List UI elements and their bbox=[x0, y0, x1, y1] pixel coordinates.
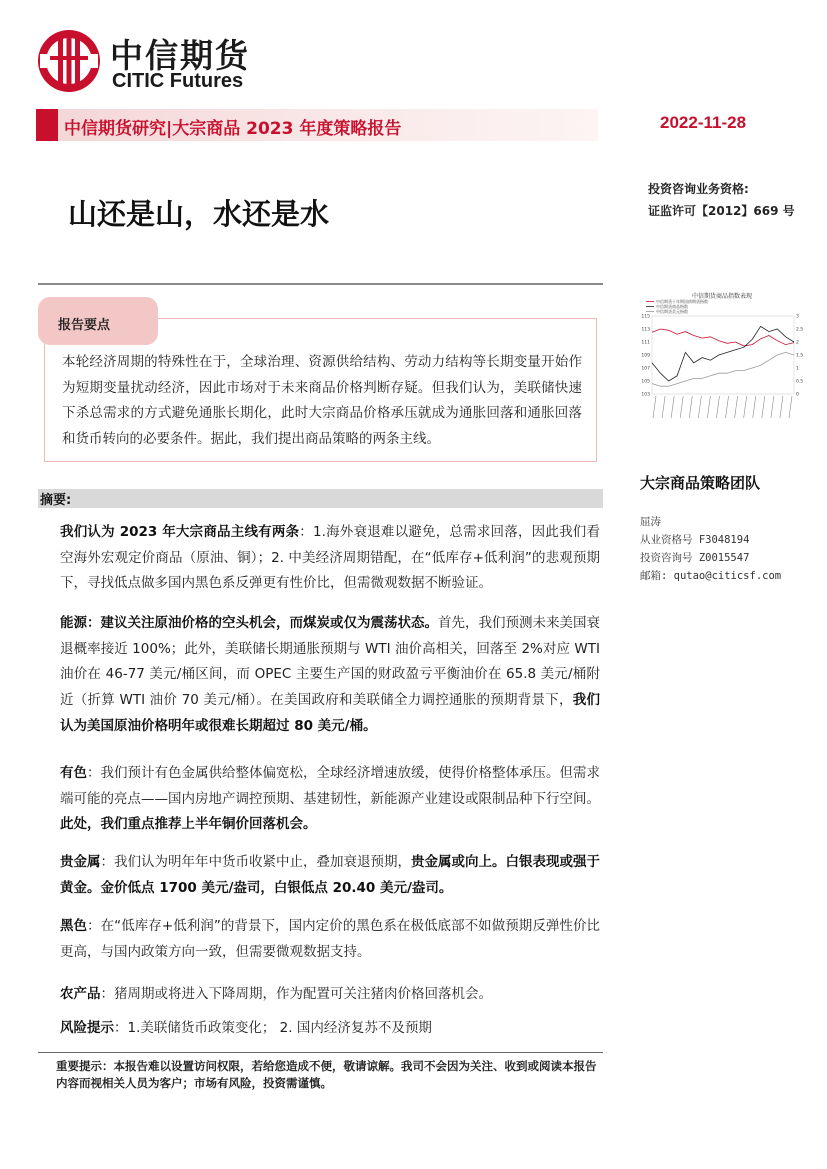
x-tick-label-mark bbox=[689, 396, 692, 418]
logo-english-name: CITIC Futures bbox=[112, 70, 244, 92]
qualification-line-2: 证监许可【2012】669 号 bbox=[648, 204, 795, 218]
y-right-tick-label: 0.5 bbox=[796, 379, 804, 385]
key-points-label: 报告要点 bbox=[58, 318, 111, 333]
summary-p4-text: ：我们认为明年年中货币收紧中止，叠加衰退预期， bbox=[100, 854, 411, 870]
y-left-tick-label: 113 bbox=[641, 327, 650, 333]
summary-paragraph-risk bbox=[60, 1016, 600, 1042]
summary-p4-bold2: 贵金属或向上。白银表现或强于黄金。金价低点 1700 美元/盎司，白银低点 20.40 美元/盎司。 bbox=[60, 854, 600, 896]
analyst-license-1: 从业资格号 F3048194 bbox=[640, 534, 750, 546]
summary-p3-bold: 有色 bbox=[60, 765, 87, 781]
y-left-tick-label: 107 bbox=[641, 366, 650, 372]
summary-p1-bold: 我们认为 2023 年大宗商品主线有两条 bbox=[60, 524, 300, 540]
x-tick-label-mark bbox=[744, 396, 747, 418]
citic-logo-icon bbox=[36, 28, 102, 94]
summary-p3-bold2: 此处，我们重点推荐上半年铜价回落机会。 bbox=[60, 816, 317, 833]
x-tick-label-mark bbox=[707, 396, 710, 418]
summary-paragraph-agriculture bbox=[60, 982, 600, 1008]
legend-label: 中信期货美元指数 bbox=[656, 309, 688, 314]
x-tick-label-mark bbox=[726, 396, 729, 418]
y-right-tick-label: 3 bbox=[796, 314, 799, 320]
analyst-license-2: 投资咨询号 Z0015547 bbox=[640, 552, 750, 564]
y-left-tick-label: 105 bbox=[641, 379, 650, 385]
summary-paragraph-nonferrous bbox=[60, 761, 600, 838]
summary-p2-bold2: 我们认为美国原油价格明年或很难长期超过 80 美元/桶。 bbox=[60, 692, 601, 734]
summary-p1-text: ：1.海外衰退难以避免，总需求回落，因此我们看空海外宏观定价商品（原油、铜）；2. 中美经济周期错配，在“低库存+低利润”的悲观预期下，寻找低点做多国内黑色系反弹更有性价比，但需微观数据不断验证。 bbox=[60, 524, 600, 592]
x-tick-label-mark bbox=[780, 396, 783, 418]
y-right-tick-label: 2 bbox=[796, 340, 799, 346]
analyst-email: 邮箱: qutao@citicsf.com bbox=[640, 570, 782, 582]
x-tick-label-mark bbox=[698, 396, 701, 418]
summary-paragraph-main bbox=[60, 520, 600, 597]
x-tick-label-mark bbox=[771, 396, 774, 418]
legend-label: 中信期货商品指数 bbox=[656, 304, 688, 309]
y-right-tick-label: 2.5 bbox=[796, 327, 804, 333]
team-title: 大宗商品策略团队 bbox=[640, 474, 761, 492]
key-points-text: 本轮经济周期的特殊性在于，全球治理、资源供给结构、劳动力结构等长期变量开始作为短期变量扰动经济，因此市场对于未来商品价格判断存疑。但我们认为，美联储快速下杀总需求的方式避免通胀长期化，此时大宗商品价格承压就成为通胀回落和通胀回落和货币转向的必要条件。据此，我们提出商品策略的两条主线。 bbox=[62, 354, 582, 448]
summary-paragraph-energy bbox=[60, 611, 600, 740]
x-tick-label-mark bbox=[653, 396, 656, 418]
section-divider bbox=[38, 283, 603, 285]
x-tick-label-mark bbox=[662, 396, 665, 418]
x-tick-label-mark bbox=[735, 396, 738, 418]
analyst-name: 屈涛 bbox=[640, 516, 661, 528]
footer-divider bbox=[38, 1052, 603, 1053]
summary-p7-text: ：1.美联储货币政策变化； 2. 国内经济复苏不及预期 bbox=[114, 1020, 432, 1036]
summary-paragraph-ferrous bbox=[60, 914, 600, 965]
commodity-index-chart bbox=[634, 290, 810, 422]
chart-title: 中信期货商品指数表现 bbox=[691, 293, 753, 300]
y-left-tick-label: 115 bbox=[641, 314, 650, 320]
y-right-tick-label: 0 bbox=[796, 392, 799, 398]
x-tick-label-mark bbox=[671, 396, 674, 418]
plot-area bbox=[652, 316, 794, 394]
series-line bbox=[652, 329, 794, 346]
x-tick-label-mark bbox=[753, 396, 756, 418]
y-right-tick-label: 1 bbox=[796, 366, 799, 372]
summary-p7-bold: 风险提示 bbox=[60, 1020, 114, 1036]
summary-p4-bold: 贵金属 bbox=[60, 854, 101, 870]
x-tick-label-mark bbox=[716, 396, 719, 418]
summary-paragraph-precious-metals bbox=[60, 850, 600, 901]
x-tick-label-mark bbox=[789, 396, 792, 418]
summary-p5-text: ：在“低库存+低利润”的背景下，国内定价的黑色系在极低底部不如做预期反弹性价比更高，与国内政策方向一致，但需要微观数据支持。 bbox=[60, 918, 600, 960]
summary-p2-text: 首先，我们预测未来美国衰退概率接近 100%；此外，美联储长期通胀预期与 WTI 油价高相关，回落至 2%对应 WTI 油价在 46-77 美元/桶区间，而 OPEC 主要生产国的财政盈亏平衡油价在 65.8 美元/桶附近（折算 WTI 油价 70 美元/桶）。在美国政府和美联储全力调控通胀的预期背景下， bbox=[60, 615, 600, 709]
summary-label: 摘要: bbox=[40, 493, 72, 508]
y-left-tick-label: 103 bbox=[641, 392, 650, 398]
summary-p5-bold: 黑色 bbox=[60, 918, 88, 934]
y-left-tick-label: 111 bbox=[641, 340, 650, 346]
summary-p2-bold: 能源：建议关注原油价格的空头机会，而煤炭或仅为震荡状态。 bbox=[60, 615, 438, 631]
y-right-tick-label: 1.5 bbox=[796, 353, 804, 359]
summary-p3-text: ：我们预计有色金属供给整体偏宽松，全球经济增速放缓，使得价格整体承压。但需求端可能的亮点——国内房地产调控预期、基建韧性，新能源产业建设或限制品种下行空间。 bbox=[60, 765, 600, 807]
summary-p6-bold: 农产品 bbox=[60, 986, 101, 1002]
footer-disclaimer: 重要提示：本报告难以设置访问权限，若给您造成不便，敬请谅解。我司不会因为关注、收到或阅读本报告内容而视相关人员为客户；市场有风险，投资需谨慎。 bbox=[56, 1059, 597, 1090]
series-line bbox=[652, 352, 794, 386]
x-tick-label-mark bbox=[680, 396, 683, 418]
report-series-title: 中信期货研究|大宗商品 2023 年度策略报告 bbox=[64, 119, 402, 139]
x-tick-label-mark bbox=[762, 396, 765, 418]
report-date: 2022-11-28 bbox=[660, 113, 747, 132]
legend-label: 中信期货十年期国债期货指数 bbox=[656, 299, 708, 304]
page-title: 山还是山，水还是水 bbox=[68, 197, 330, 231]
logo-chinese-name: 中信期货 bbox=[110, 36, 250, 75]
qualification-line-1: 投资咨询业务资格: bbox=[648, 182, 749, 196]
y-left-tick-label: 109 bbox=[641, 353, 650, 359]
summary-header-bar bbox=[38, 489, 603, 508]
summary-p6-text: ：猪周期或将进入下降周期，作为配置可关注猪肉价格回落机会。 bbox=[100, 986, 492, 1002]
